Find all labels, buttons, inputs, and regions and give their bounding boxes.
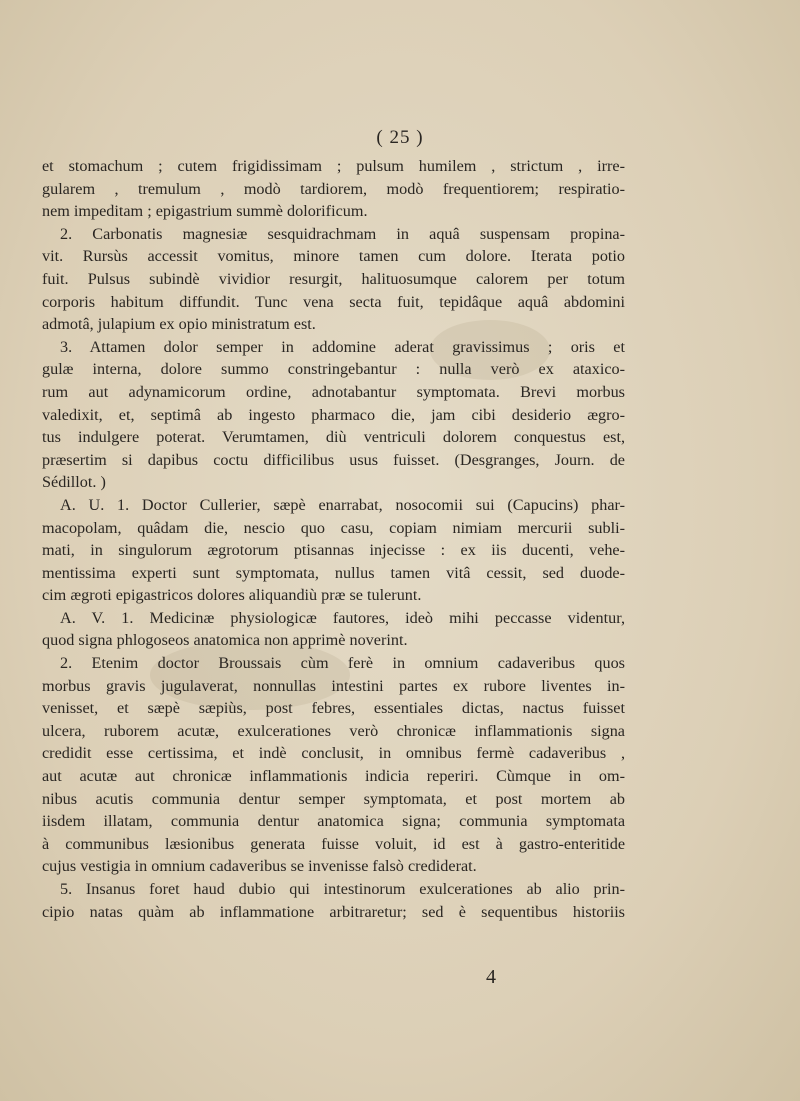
text-line: 5. Insanus foret haud dubio qui intestinorum exulcerationes ab alio prin- [60,880,625,898]
text-line: mati, in singulorum ægrotorum ptisannas injecisse : ex iis ducenti, vehe- [42,541,625,560]
text-line: admotâ, julapium ex opio ministratum est. [42,315,316,334]
text-line: et stomachum ; cutem frigidissimam ; pulsum humilem , strictum , irre- [42,157,625,175]
text-line: à communibus læsionibus generata fuisse voluit, id est à gastro-enteritide [42,834,625,853]
text-line: rum aut adynamicorum ordine, adnotabantur symptomata. Brevi morbus [42,382,625,401]
text-line: cujus vestigia in omnium cadaveribus se invenisse falsò crediderat. [42,857,477,876]
text-line: tus indulgere poterat. Verumtamen, diù ventriculi dolorem conquestus est, [42,428,625,447]
text-line: corporis habitum diffundit. Tunc vena secta fuit, tepidâque aquâ abdomini [42,292,625,311]
text-line: gulæ interna, dolore summo constringebantur : nulla verò ex ataxico- [42,360,625,379]
text-line: venisset, et sæpè sæpiùs, post febres, essentiales dictas, nactus fuisset [42,699,625,718]
text-line: quod signa phlogoseos anatomica non apprimè noverint. [42,631,408,650]
text-line: 2. Etenim doctor Broussais cùm ferè in omnium cadaveribus quos [60,654,625,673]
page-number-header: ( 25 ) [376,127,424,148]
body-text [42,155,625,923]
text-line: A. U. 1. Doctor Cullerier, sæpè enarrabat, nosocomii sui (Capucins) phar- [60,495,625,514]
text-line: credidit esse certissima, et indè conclusit, in omnibus fermè cadaveribus , [42,744,625,763]
text-line: nem impeditam ; epigastrium summè dolorificum. [42,202,368,221]
text-line: Sédillot. ) [42,473,106,492]
text-line: 3. Attamen dolor semper in addomine aderat gravissimus ; oris et [60,337,625,356]
text-line: cipio natas quàm ab inflammatione arbitraretur; sed è sequentibus historiis [42,902,625,921]
text-line: ulcera, ruborem acutæ, exulcerationes verò chronicæ inflammationis signa [42,721,625,740]
text-line: iisdem illatam, communia dentur anatomica signa; communia symptomata [42,812,625,831]
text-line: præsertim si dapibus coctu difficilibus usus fuisset. (Desgranges, Journ. de [42,450,625,469]
text-line: 2. Carbonatis magnesiæ sesquidrachmam in aquâ suspensam propina- [60,224,625,243]
text-line: morbus gravis jugulaverat, nonnullas intestini partes ex rubore liventes in- [42,676,625,695]
text-line: A. V. 1. Medicinæ physiologicæ fautores, ideò mihi peccasse videntur, [60,608,625,627]
text-line: mentissima experti sunt symptomata, nullus tamen vitâ cessit, sed duode- [42,563,625,582]
text-line: valedixit, et, septimâ ab ingesto pharmaco die, jam cibi desiderio ægro- [42,405,625,424]
text-line: gularem , tremulum , modò tardiorem, modò frequentiorem; respiratio- [42,179,625,198]
text-line: macopolam, quâdam die, nescio quo casu, copiam nimiam mercurii subli- [42,518,625,537]
text-line: nibus acutis communia dentur semper symptomata, et post mortem ab [42,789,625,808]
text-line: fuit. Pulsus subindè vividior resurgit, halituosumque calorem per totum [42,269,625,288]
text-line: vit. Rursùs accessit vomitus, minore tamen cum dolore. Iterata potio [42,247,625,266]
page-number-footer: 4 [486,966,496,988]
text-line: aut acutæ aut chronicæ inflammationis indicia reperiri. Cùmque in om- [42,767,625,786]
text-line: cim ægroti epigastricos dolores aliquandiù præ se tulerunt. [42,586,422,605]
